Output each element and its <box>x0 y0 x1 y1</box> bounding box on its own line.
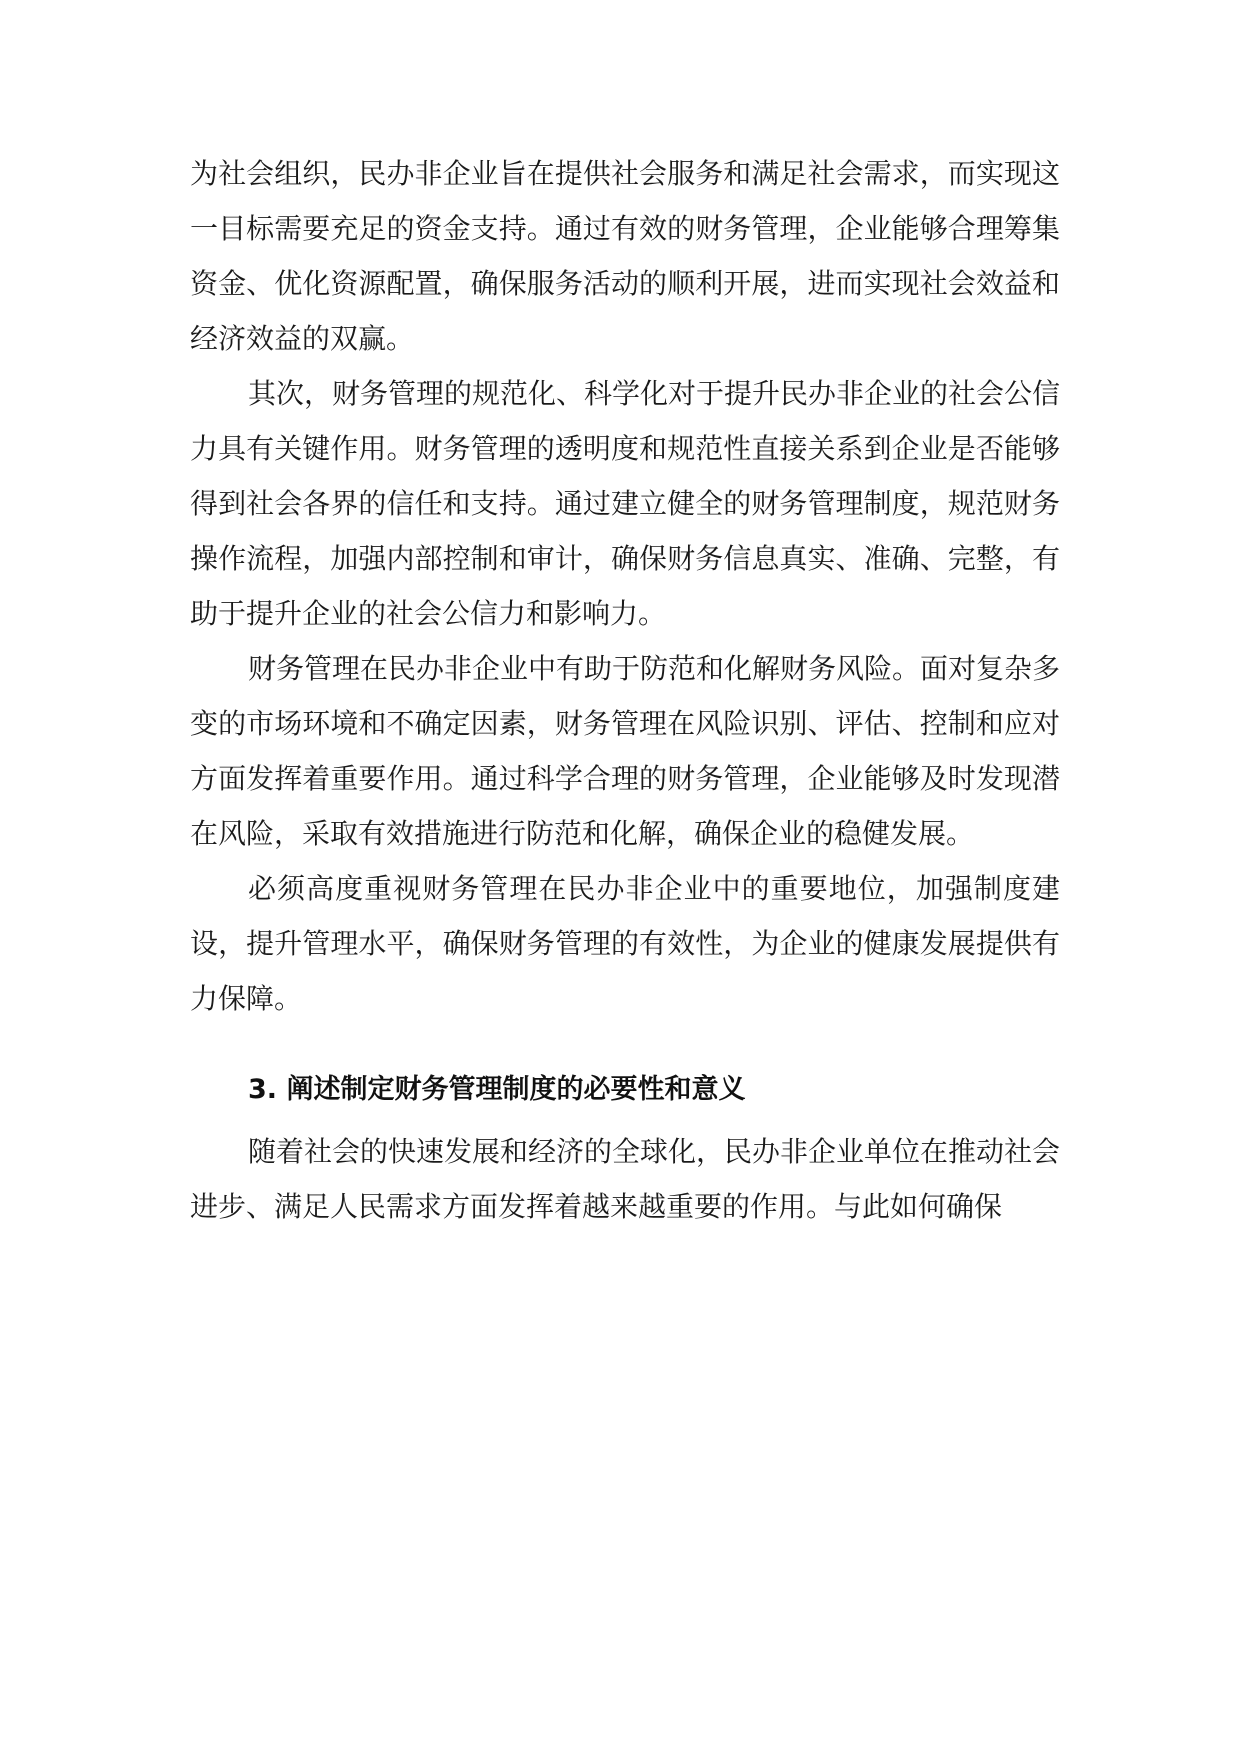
body-paragraph-conclusion: 必须高度重视财务管理在民办非企业中的重要地位，加强制度建设，提升管理水平，确保财务管理的有效性，为企业的健康发展提供有力保障。 <box>190 872 1060 1015</box>
body-paragraph-credibility: 其次，财务管理的规范化、科学化对于提升民办非企业的社会公信力具有关键作用。财务管理的透明度和规范性直接关系到企业是否能够得到社会各界的信任和支持。通过建立健全的财务管理制度，规范财务操作流程，加强内部控制和审计，确保财务信息真实、准确、完整，有助于提升企业的社会公信力和影响力。 <box>190 377 1061 630</box>
body-paragraph-continued: 为社会组织，民办非企业旨在提供社会服务和满足社会需求，而实现这一目标需要充足的资金支持。通过有效的财务管理，企业能够合理筹集资金、优化资源配置，确保服务活动的顺利开展，进而实现社会效益和经济效益的双赢。 <box>190 157 1060 355</box>
document-body <box>190 146 1060 1234</box>
body-paragraph-risk: 财务管理在民办非企业中有助于防范和化解财务风险。面对复杂多变的市场环境和不确定因素，财务管理在风险识别、评估、控制和应对方面发挥着重要作用。通过科学合理的财务管理，企业能够及时发现潜在风险，采取有效措施进行防范和化解，确保企业的稳健发展。 <box>190 652 1061 850</box>
section-heading: 3. 阐述制定财务管理制度的必要性和意义 <box>248 1074 746 1105</box>
section-paragraph: 随着社会的快速发展和经济的全球化，民办非企业单位在推动社会进步、满足人民需求方面发挥着越来越重要的作用。与此如何确保 <box>190 1135 1061 1223</box>
